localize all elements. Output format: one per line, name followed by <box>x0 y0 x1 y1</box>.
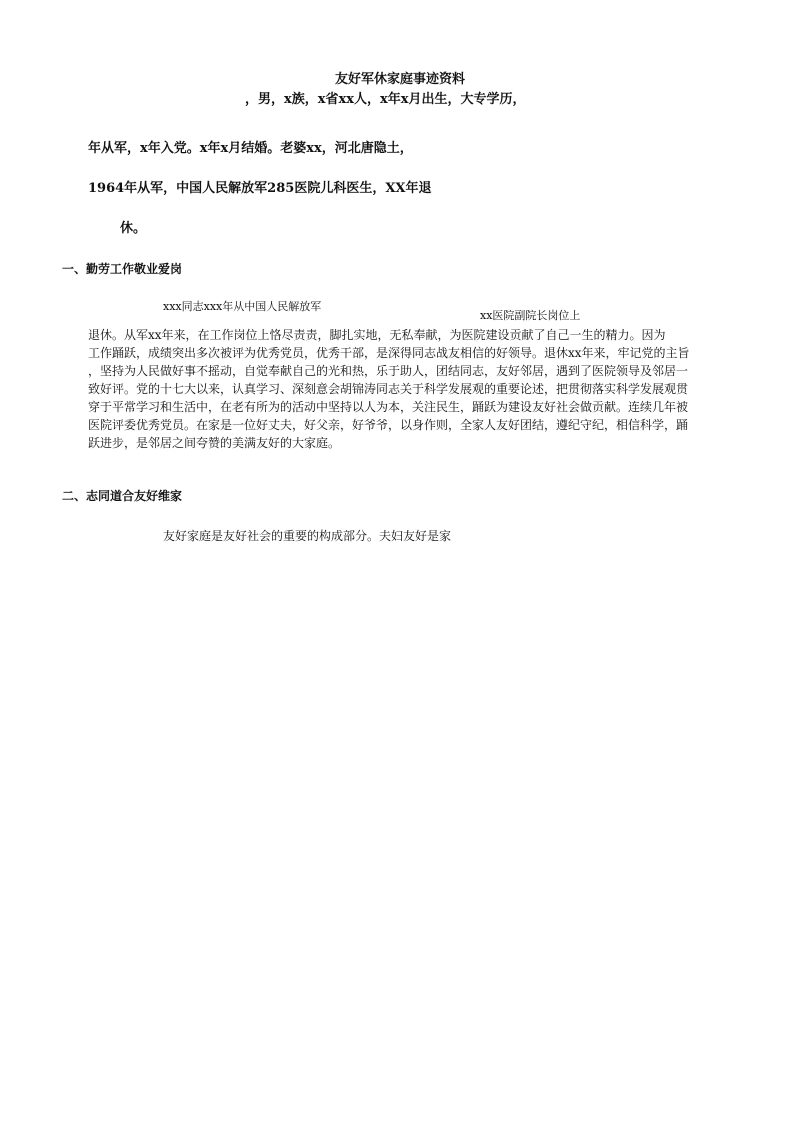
paragraph-line: 退休。从军xx年来，在工作岗位上恪尽责责，脚扎实地，无私奉献，为医院建设贡献了自己一生的精力。因为 <box>88 328 666 342</box>
section-1-line-1: xxx同志xxx年从中国人民解放军 <box>163 300 322 313</box>
intro-line-1: ，男，x族，x省xx人，x年x月出生，大专学历， <box>245 92 526 107</box>
paragraph-line: 工作踊跃，成绩突出多次被评为优秀党员，优秀干部，是深得同志战友相信的好领导。退休xx年来，牢记党的主旨 <box>88 346 690 360</box>
intro-line-2: 年从军，x年入党。x年x月结婚。老婆xx，河北唐隐土， <box>88 141 413 156</box>
section-1-heading: 一、勤劳工作敬业爱岗 <box>62 262 183 276</box>
paragraph-line: 致好评。党的十七大以来，认真学习、深刻意会胡锦涛同志关于科学发展观的重要论述，把贯彻落实科学发展观贯 <box>88 382 689 396</box>
section-1-paragraph <box>88 326 748 452</box>
section-2-line-1: 友好家庭是友好社会的重要的构成部分。夫妇友好是家 <box>163 529 452 543</box>
section-1-line-2: xx医院副院长岗位上 <box>480 309 581 322</box>
paragraph-line: 穿于平常学习和生活中，在老有所为的活动中坚持以人为本，关注民生，踊跃为建设友好社会做贡献。连续几年被 <box>88 400 689 414</box>
paragraph-line: 医院评委优秀党员。在家是一位好丈夫，好父亲，好爷爷，以身作则，全家人友好团结，遵纪守纪，相信科学，踊 <box>88 418 689 432</box>
paragraph-line: 跃进步，是邻居之间夸赞的美满友好的大家庭。 <box>88 436 341 450</box>
intro-line-3: 1964年从军，中国人民解放军285医院儿科医生，XX年退 <box>88 181 432 196</box>
document-title: 友好军休家庭事迹资料 <box>334 72 465 87</box>
section-2-heading: 二、志同道合友好维家 <box>62 489 183 503</box>
paragraph-line: ，坚持为人民做好事不摇动，自觉奉献自己的光和热，乐于助人，团结同志，友好邻居，遇到了医院领导及邻居一 <box>88 364 689 378</box>
intro-line-4: 休。 <box>120 221 147 236</box>
